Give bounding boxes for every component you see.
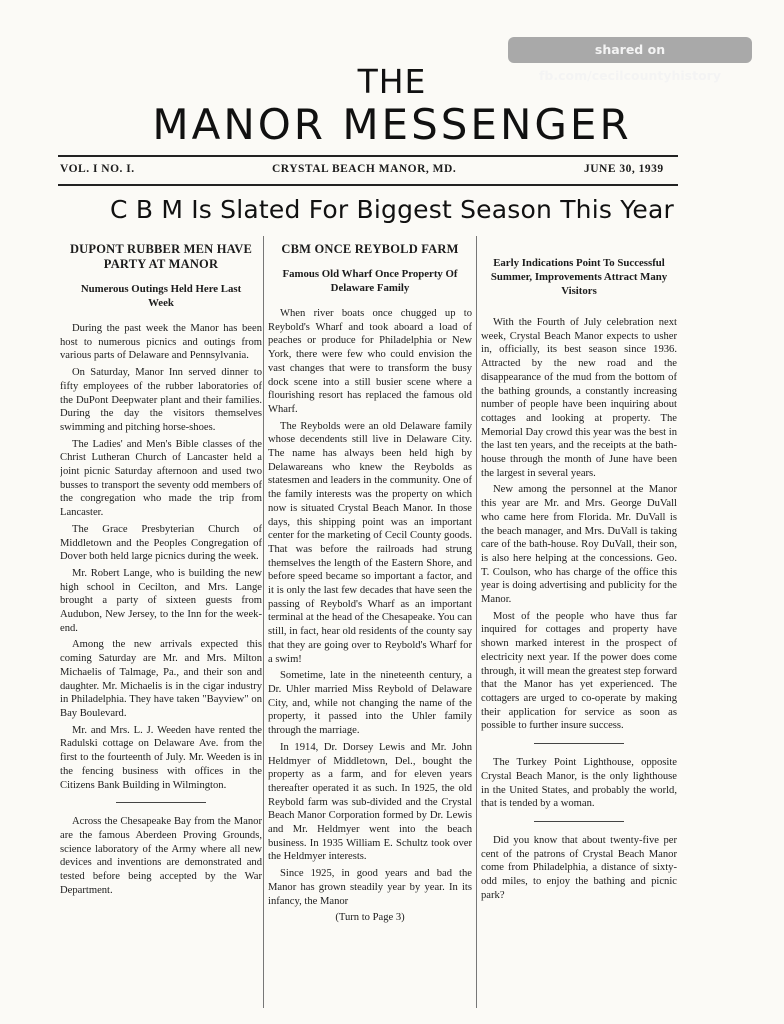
article-paragraph: With the Fourth of July celebration next week, Crystal Beach Manor expects to usher in, officially, its best season since 1936. Attracted by the new road and the disappearance of the mud from the bottom of the bathing grounds, a constantly increasing number of people have been inquiring about cottages and looking at property. The Memorial Day crowd this year was the best in the last ten years, and the receipts at the bath-house through the month of June have been the largest in several years. xyxy=(481,317,677,479)
article-headline: CBM ONCE REYBOLD FARM xyxy=(281,242,459,256)
article-paragraph: Most of the people who have thus far inquired for cottages and property have shown marked interest in the prospect of electricity next year. If the power does come through, it will mean the greatest step forward that the Manor has yet experienced. The cottagers are urged to co-operate by making their application for service as soon as possible to further insure success. xyxy=(481,610,677,732)
article-body xyxy=(481,316,677,733)
article-subhead: Famous Old Wharf Once Property Of Delaware Family xyxy=(282,268,458,294)
article-headline: Early Indications Point To Successful Summer, Improvements Attract Many Visitors xyxy=(490,257,668,297)
separator xyxy=(534,821,624,822)
article-paragraph: Mr. and Mrs. L. J. Weeden have rented the Radulski cottage on Delaware Ave. from the first to the fourteenth of July. Mr. Weeden is in the fencing business with offices in the Citizens Bank Building in Wilmington. xyxy=(60,724,262,791)
article-column-2 xyxy=(268,240,472,1000)
article-paragraph: In 1914, Dr. Dorsey Lewis and Mr. John Heldmyer of Middletown, Del., bought the property as a farm, and for eleven years thereafter operated it as such. In 1925, the old Reybold farm was sub-divided and the Crystal Beach Manor Corporation formed by Dr. Lewis and Mr. Heldmyer went into the beach business. In 1935 William E. Schultz took over the Heldmyer interests. xyxy=(268,741,472,863)
article-column-3 xyxy=(481,240,677,1000)
article-subhead: Numerous Outings Held Here Last Week xyxy=(80,283,242,309)
article-paragraph: The Grace Presbyterian Church of Middletown and the Peoples Congregation of Dover both held large picnics during the week. xyxy=(60,523,262,563)
article-body xyxy=(481,834,677,903)
column-divider xyxy=(263,236,264,1008)
bottom-rule xyxy=(58,184,678,186)
top-rule xyxy=(58,155,678,157)
masthead-title: MANOR MESSENGER xyxy=(152,100,632,149)
main-headline: C B M Is Slated For Biggest Season This Year xyxy=(110,195,674,224)
article-body xyxy=(481,756,677,811)
article-paragraph: Since 1925, in good years and bad the Manor has grown steadily year by year. In its infancy, the Manor xyxy=(268,868,472,907)
watermark-label: shared on fb.com/cecilcountyhistory xyxy=(508,37,752,63)
article-paragraph: Did you know that about twenty-five per cent of the patrons of Crystal Beach Manor come from Philadelphia, a distance of sixty-odd miles, to enjoy the bathing and picnic park? xyxy=(481,834,677,901)
article-paragraph: The Ladies' and Men's Bible classes of the Christ Lutheran Church of Lancaster held a joint picnic Saturday afternoon and used two busses to transport the seventy odd members of the congregation who made the trip from Lancaster. xyxy=(60,438,262,519)
column-divider xyxy=(476,236,477,1008)
separator xyxy=(534,743,624,744)
article-paragraph: Among the new arrivals expected this coming Saturday are Mr. and Mrs. Milton Michaelis of Talmage, Pa., and their son and daughter. Mr. Michaelis is in the cigar industry in Philadelphia. They have taken "Bayview" on Bay Boulevard. xyxy=(60,639,262,719)
folio-date: JUNE 30, 1939 xyxy=(584,163,664,175)
article-paragraph: During the past week the Manor has been host to numerous picnics and outings from various parts of Delaware and Pennsylvania. xyxy=(60,323,262,362)
article-column-1 xyxy=(60,240,262,1000)
folio-volume: VOL. I NO. I. xyxy=(60,163,135,175)
folio-place: CRYSTAL BEACH MANOR, MD. xyxy=(272,163,457,175)
separator xyxy=(116,802,206,803)
article-headline: DUPONT RUBBER MEN HAVE PARTY AT MANOR xyxy=(69,242,253,271)
article-paragraph: When river boats once chugged up to Reybold's Wharf and took aboard a load of peaches or produce for Philadelphia or New York, there were few who could envision the vast changes that were to transform the busy dock scene into a still busier scene where a flourishing resort has replaced the famous old Wharf. xyxy=(268,308,472,415)
article-paragraph: Mr. Robert Lange, who is building the new high school in Cecilton, and Mrs. Lange brought a party of sixteen guests from Audubon, New Jersey, to the Inn for the week-end. xyxy=(60,567,262,634)
article-body xyxy=(60,322,262,792)
turn-to-page: (Turn to Page 3) xyxy=(335,912,405,924)
article-paragraph: The Reybolds were an old Delaware family whose decendents still live in Delaware City. The name has always been held high by Delawareans who knew the Reybolds as statesmen and leaders in the community. One of the family interests was the property on which now is situated Crystal Beach Manor. In those days, this shipping point was an important center for the marketing of Cecil County goods. That was before the railroads had strung themselves the length of the Eastern Shore, and before speed became so important a factor, and it is only the last few decades that have seen the passing of Reybold's Wharf as an important terminal at the head of the Chesapeake. You can still, in fact, hear old residents of the county say that they are going over to Reybold's Wharf for a swim! xyxy=(268,420,472,665)
article-body xyxy=(60,815,262,897)
masthead-the: THE xyxy=(357,62,427,101)
article-paragraph: On Saturday, Manor Inn served dinner to fifty employees of the rubber laboratories of the DuPont Deepwater plant and their families. During the day the visitors themselves swimming and pitching horse-shoes. xyxy=(60,367,262,433)
article-paragraph: Sometime, late in the nineteenth century, a Dr. Uhler married Miss Reybold of Delaware City, and, while not changing the name of the property, it passed into the Uhler family through the marriage. xyxy=(268,670,472,737)
article-paragraph: Across the Chesapeake Bay from the Manor are the famous Aberdeen Proving Grounds, science laboratory of the Army where all new devices and inventions are demonstrated and tested before being accepted by the War Department. xyxy=(60,816,262,896)
article-paragraph: The Turkey Point Lighthouse, opposite Crystal Beach Manor, is the only lighthouse in the United States, and probably the world, that is tended by a woman. xyxy=(481,757,677,810)
article-paragraph: New among the personnel at the Manor this year are Mr. and Mrs. George DuVall who came here from Florida. Mr. DuVall is the beach manager, and Mrs. DuVall is taking care of the bath-house. Roy DuVall, their son, is also here helping at the concessions. Geo. T. Coulson, who has charge of the office this year is doing advertising and publicity for the Manor. xyxy=(481,484,677,606)
article-body xyxy=(268,307,472,908)
